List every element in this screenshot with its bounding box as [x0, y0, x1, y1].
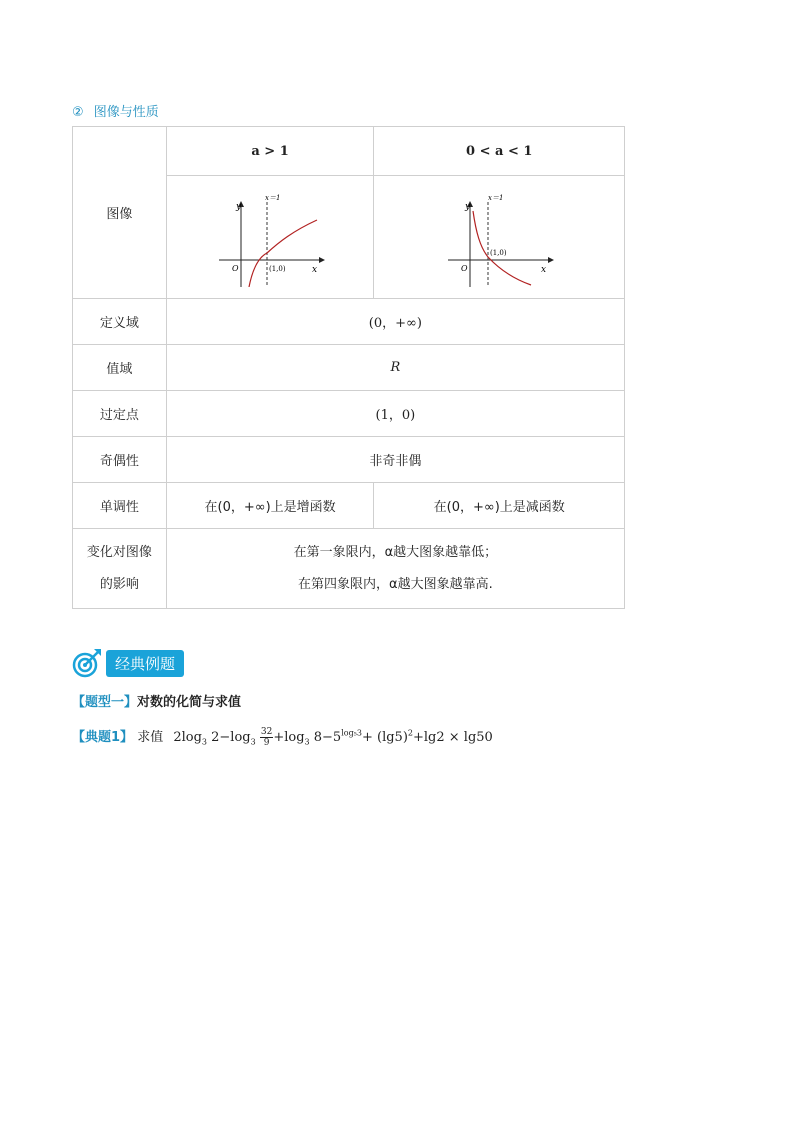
formula-part-c: +log — [273, 730, 305, 745]
graph-increasing — [215, 187, 325, 287]
row-value-effect-line2: 在第四象限内，α越大图象越靠高. — [298, 576, 493, 592]
header-a-lt-1-text: 0 < a < 1 — [466, 143, 533, 159]
header-blank-cell — [73, 127, 167, 299]
example-prompt: 求值 — [137, 730, 164, 745]
graph-left-point: (1,0) — [269, 265, 286, 273]
row-value-range: R — [166, 345, 624, 391]
row-label-effect-line1: 变化对图像 — [86, 544, 152, 560]
row-value-fixed-point: (1，0) — [166, 391, 624, 437]
graph-left-line-label: x＝1 — [265, 194, 281, 202]
row-label-effect-line2: 的影响 — [99, 576, 139, 592]
header-a-lt-1 — [374, 127, 625, 176]
row-value-effect-line1: 在第一象限内，α越大图象越靠低； — [293, 544, 498, 560]
banner-label: 经典例题 — [106, 650, 184, 677]
example-question — [72, 726, 493, 748]
question-type-heading — [72, 691, 241, 710]
graph-left-y-label: y — [236, 202, 242, 212]
graph-left-x-label: x — [312, 265, 318, 275]
graph-decreasing — [444, 187, 554, 287]
header-a-gt-1-text: a > 1 — [251, 143, 289, 159]
target-arrow-icon — [72, 647, 102, 679]
graph-right-origin: O — [461, 264, 468, 273]
graph-right-x-label: x — [541, 265, 547, 275]
formula-part-e: + (lg5) — [361, 730, 408, 745]
row-label-parity: 奇偶性 — [73, 437, 167, 483]
formula-part-a: 2log — [173, 730, 202, 745]
row-value-parity: 非奇非偶 — [166, 437, 624, 483]
type-text: 对数的化简与求值 — [137, 695, 242, 710]
row-value-effect — [166, 529, 624, 609]
formula-fraction — [260, 727, 273, 748]
formula-sub-c: 3 — [304, 737, 310, 747]
graph-left-cell — [166, 176, 374, 299]
row-label-domain: 定义域 — [73, 299, 167, 345]
fraction-numerator: 32 — [260, 727, 273, 737]
example-formula — [173, 727, 493, 748]
properties-table — [72, 126, 625, 609]
row-value-monotonic-decreasing: 在(0，+∞)上是减函数 — [374, 483, 625, 529]
row-label-range: 值域 — [73, 345, 167, 391]
formula-sub-b: 3 — [250, 737, 256, 747]
section-marker: ② — [72, 105, 84, 120]
row-label-monotonic: 单调性 — [73, 483, 167, 529]
fraction-denominator: 9 — [263, 738, 270, 748]
graph-right-point: (1,0) — [490, 249, 507, 257]
row-label-fixed-point: 过定点 — [73, 391, 167, 437]
section-title — [72, 101, 159, 120]
graph-right-y-label: y — [465, 202, 471, 212]
graph-right-line-label: x＝1 — [488, 194, 504, 202]
row-value-domain: (0，+∞) — [166, 299, 624, 345]
formula-part-d: 8−5 — [309, 730, 342, 745]
section-title-text: 图像与性质 — [93, 105, 159, 120]
formula-sup-e: 2 — [407, 728, 413, 738]
formula-sup-d: log₅3 — [341, 728, 362, 738]
graph-left-origin: O — [232, 264, 239, 273]
type-tag: 【题型一】 — [72, 695, 138, 710]
header-a-gt-1 — [166, 127, 374, 176]
formula-part-b: 2−log — [207, 730, 251, 745]
formula-part-f: +lg2 × lg50 — [413, 730, 493, 745]
graph-row-label: 图像 — [106, 207, 133, 222]
example-tag: 【典题1】 — [72, 730, 134, 745]
classic-examples-banner — [72, 645, 184, 681]
row-value-monotonic-increasing: 在(0，+∞)上是增函数 — [166, 483, 374, 529]
formula-sub-a: 3 — [201, 737, 208, 747]
graph-right-cell — [374, 176, 625, 299]
row-label-effect — [73, 529, 167, 609]
